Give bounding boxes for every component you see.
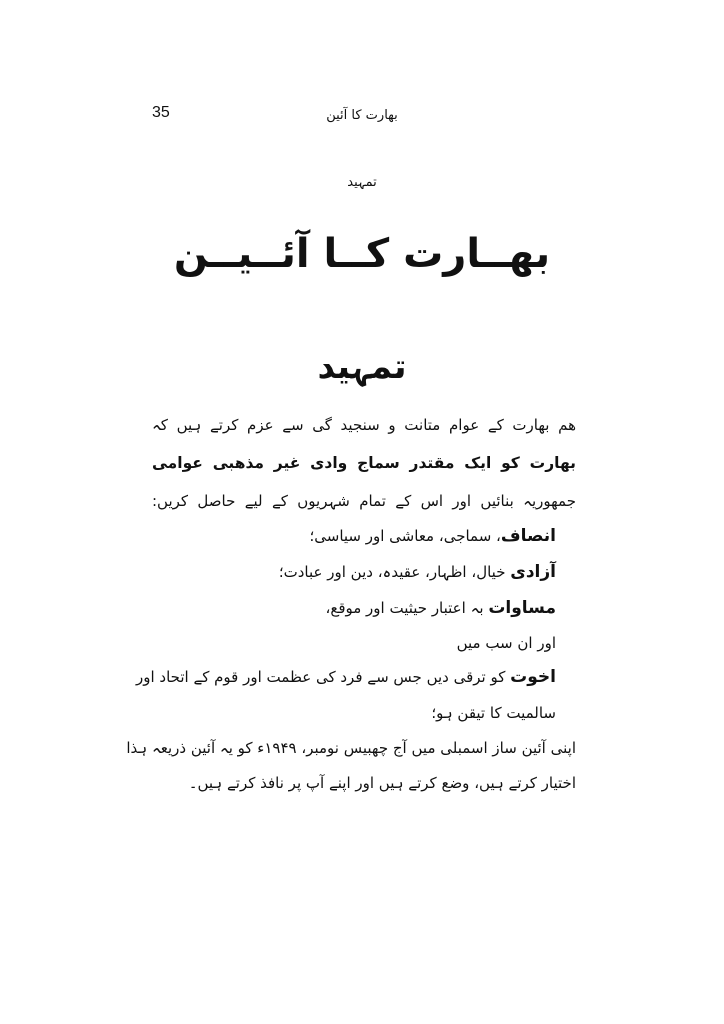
item-fraternity-text: کو ترقی دیں جس سے فرد کی عظمت اور قوم کے اتحاد اور <box>135 668 511 686</box>
keyword-justice: انصاف <box>500 526 556 546</box>
preamble-fraternity-cont: سالمیت کا تیقن ہو؛ <box>431 704 556 722</box>
preamble-small-label: تمہید <box>347 175 377 190</box>
preamble-line-2: بھارت کو ایک مقتدر سماج وادی غیر مذھبی عوامی <box>152 454 576 472</box>
preamble-item-fraternity <box>136 667 556 687</box>
preamble-item-equality <box>326 598 557 618</box>
section-title: تمہید <box>317 347 407 387</box>
page-number: 35 <box>152 104 170 121</box>
item-justice-text: ، سماجی، معاشی اور سیاسی؛ <box>309 527 501 545</box>
item-equality-text: بہ اعتبار حیثیت اور موقع، <box>325 599 489 617</box>
preamble-adopt-line-2: اختیار کرتے ہیں، وضع کرتے ہیں اور اپنے آپ پر نافذ کرتے ہیں۔ <box>188 774 576 792</box>
preamble-line-3: جمھوریہ بنائیں اور اس کے تمام شہریوں کے لیے حاصل کریں: <box>152 492 576 510</box>
keyword-liberty: آزادی <box>510 562 556 582</box>
keyword-fraternity: اخوت <box>510 667 556 687</box>
preamble-line-1: ھم بھارت کے عوام متانت و سنجید گی سے عزم کرتے ہیں کہ <box>152 416 576 434</box>
preamble-item-liberty <box>279 562 556 582</box>
page-title: بھــارت کــا آئــیــن <box>173 231 551 277</box>
keyword-equality: مساوات <box>488 598 556 618</box>
item-liberty-text: خیال، اظہار، عقیدہ، دین اور عبادت؛ <box>278 563 511 581</box>
preamble-and-line: اور ان سب میں <box>456 634 556 652</box>
preamble-item-justice <box>309 526 556 546</box>
running-title: بھارت کا آئین <box>326 108 398 123</box>
preamble-adopt-line-1: اپنی آئین ساز اسمبلی میں آج چھبیس نومبر، ۱۹۴۹ء کو یہ آئین ذریعہ ہذا <box>126 739 576 757</box>
